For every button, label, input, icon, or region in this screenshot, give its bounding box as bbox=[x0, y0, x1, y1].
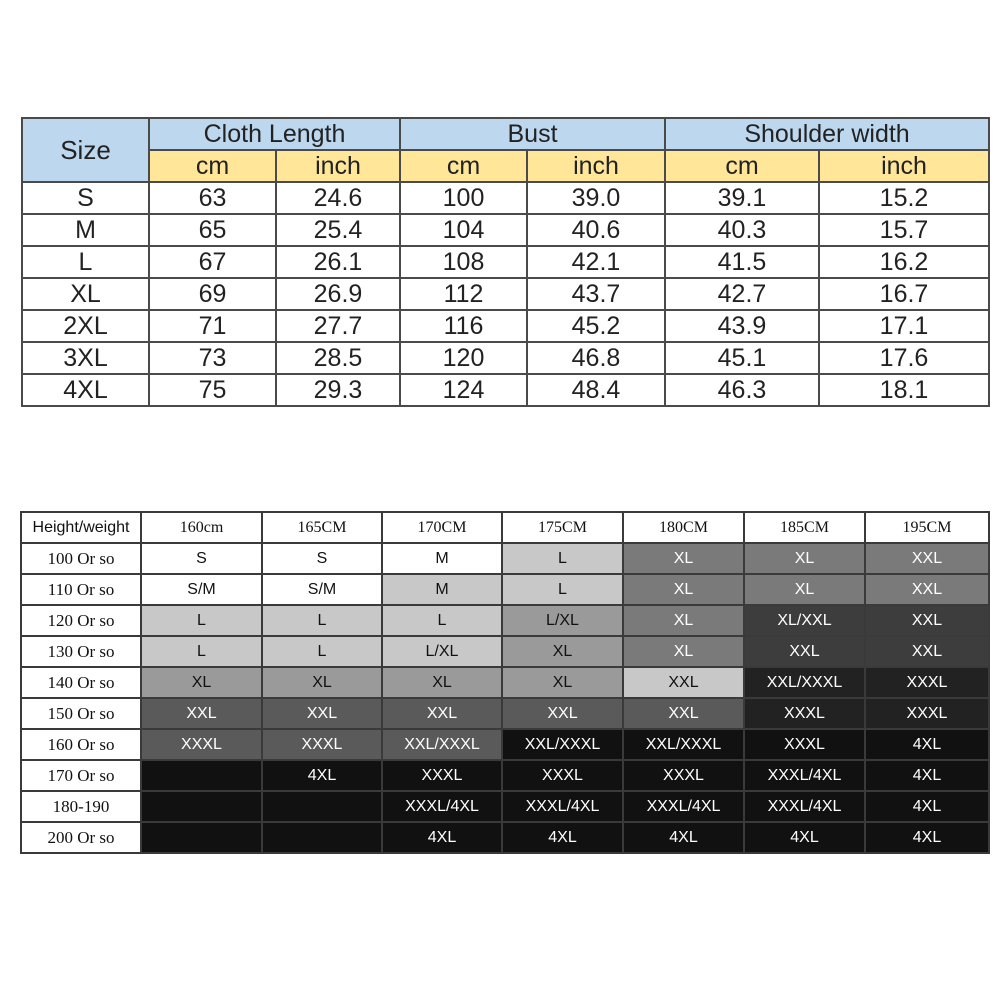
fit-row bbox=[21, 760, 989, 791]
size-cell: 2XL bbox=[22, 310, 149, 342]
fit-size-cell: XL bbox=[502, 667, 623, 698]
fit-size-cell: 4XL bbox=[502, 822, 623, 853]
fit-size-cell bbox=[141, 760, 262, 791]
size-unit-header-row bbox=[22, 150, 989, 182]
measurement-cell: 39.1 bbox=[665, 182, 819, 214]
fit-size-cell: L/XL bbox=[382, 636, 502, 667]
fit-size-cell: XXL/XXXL bbox=[623, 729, 744, 760]
fit-size-cell bbox=[262, 791, 382, 822]
fit-row bbox=[21, 791, 989, 822]
measurement-cell: 45.1 bbox=[665, 342, 819, 374]
measurement-cell: 17.1 bbox=[819, 310, 989, 342]
fit-size-cell: XXL bbox=[502, 698, 623, 729]
fit-size-cell: XXXL bbox=[865, 667, 989, 698]
size-cell: XL bbox=[22, 278, 149, 310]
height-weight-fit-table bbox=[20, 511, 990, 854]
measurement-cell: 15.2 bbox=[819, 182, 989, 214]
fit-size-cell: S bbox=[262, 543, 382, 574]
fit-size-cell: L bbox=[262, 636, 382, 667]
weight-label: 120 Or so bbox=[21, 605, 141, 636]
fit-size-cell: XL bbox=[141, 667, 262, 698]
measurement-cell: 112 bbox=[400, 278, 527, 310]
fit-size-cell: L bbox=[502, 574, 623, 605]
size-row bbox=[22, 310, 989, 342]
unit-header: cm bbox=[400, 150, 527, 182]
weight-label: 170 Or so bbox=[21, 760, 141, 791]
measurement-cell: 42.1 bbox=[527, 246, 665, 278]
measurement-cell: 26.9 bbox=[276, 278, 400, 310]
measurement-cell: 42.7 bbox=[665, 278, 819, 310]
measurement-cell: 75 bbox=[149, 374, 276, 406]
weight-label: 180-190 bbox=[21, 791, 141, 822]
fit-size-cell: XXXL bbox=[262, 729, 382, 760]
fit-size-cell: XL bbox=[382, 667, 502, 698]
fit-size-cell: XL bbox=[744, 574, 865, 605]
fit-size-cell: 4XL bbox=[865, 791, 989, 822]
measurement-cell: 120 bbox=[400, 342, 527, 374]
fit-size-cell: XXXL/4XL bbox=[744, 760, 865, 791]
measurement-cell: 63 bbox=[149, 182, 276, 214]
fit-size-cell: 4XL bbox=[865, 760, 989, 791]
size-group-header-row bbox=[22, 118, 989, 150]
fit-size-cell bbox=[262, 822, 382, 853]
fit-size-cell: XXL bbox=[141, 698, 262, 729]
weight-label: 160 Or so bbox=[21, 729, 141, 760]
fit-size-cell: XXXL/4XL bbox=[744, 791, 865, 822]
unit-header: inch bbox=[276, 150, 400, 182]
measurement-cell: 124 bbox=[400, 374, 527, 406]
measurement-cell: 73 bbox=[149, 342, 276, 374]
size-row bbox=[22, 182, 989, 214]
fit-size-cell: XXXL/4XL bbox=[382, 791, 502, 822]
group-shoulder-width: Shoulder width bbox=[665, 118, 989, 150]
size-cell: M bbox=[22, 214, 149, 246]
group-cloth-length: Cloth Length bbox=[149, 118, 400, 150]
size-row bbox=[22, 374, 989, 406]
fit-row bbox=[21, 667, 989, 698]
unit-header: inch bbox=[819, 150, 989, 182]
measurement-cell: 69 bbox=[149, 278, 276, 310]
measurement-cell: 16.2 bbox=[819, 246, 989, 278]
size-row bbox=[22, 214, 989, 246]
measurement-cell: 26.1 bbox=[276, 246, 400, 278]
fit-size-cell: XXL bbox=[744, 636, 865, 667]
height-header: 160cm bbox=[141, 512, 262, 543]
height-header: 165CM bbox=[262, 512, 382, 543]
fit-size-cell: XXXL/4XL bbox=[623, 791, 744, 822]
fit-size-cell: XL bbox=[744, 543, 865, 574]
fit-size-cell: 4XL bbox=[262, 760, 382, 791]
measurement-cell: 40.6 bbox=[527, 214, 665, 246]
fit-size-cell: XXXL bbox=[382, 760, 502, 791]
weight-label: 200 Or so bbox=[21, 822, 141, 853]
fit-size-cell: S/M bbox=[141, 574, 262, 605]
height-header: 170CM bbox=[382, 512, 502, 543]
fit-size-cell: XXL/XXXL bbox=[382, 729, 502, 760]
measurement-cell: 46.3 bbox=[665, 374, 819, 406]
fit-size-cell: M bbox=[382, 574, 502, 605]
fit-size-cell: XXXL bbox=[623, 760, 744, 791]
height-header: 185CM bbox=[744, 512, 865, 543]
size-header: Size bbox=[22, 118, 149, 182]
size-row bbox=[22, 342, 989, 374]
measurement-cell: 45.2 bbox=[527, 310, 665, 342]
fit-row bbox=[21, 636, 989, 667]
measurement-cell: 48.4 bbox=[527, 374, 665, 406]
fit-size-cell: L/XL bbox=[502, 605, 623, 636]
measurement-cell: 18.1 bbox=[819, 374, 989, 406]
measurement-cell: 67 bbox=[149, 246, 276, 278]
fit-size-cell: M bbox=[382, 543, 502, 574]
measurement-cell: 71 bbox=[149, 310, 276, 342]
fit-header-row bbox=[21, 512, 989, 543]
fit-size-cell: S bbox=[141, 543, 262, 574]
fit-size-cell: 4XL bbox=[744, 822, 865, 853]
fit-size-cell: XXXL bbox=[141, 729, 262, 760]
fit-size-cell: XL bbox=[623, 636, 744, 667]
fit-size-cell: XXXL bbox=[865, 698, 989, 729]
measurement-cell: 46.8 bbox=[527, 342, 665, 374]
unit-header: cm bbox=[149, 150, 276, 182]
fit-size-cell: XXL bbox=[262, 698, 382, 729]
fit-row bbox=[21, 698, 989, 729]
measurement-cell: 108 bbox=[400, 246, 527, 278]
measurement-cell: 41.5 bbox=[665, 246, 819, 278]
measurement-cell: 39.0 bbox=[527, 182, 665, 214]
fit-size-cell: 4XL bbox=[623, 822, 744, 853]
fit-size-cell: 4XL bbox=[382, 822, 502, 853]
size-cell: 4XL bbox=[22, 374, 149, 406]
measurement-cell: 116 bbox=[400, 310, 527, 342]
fit-size-cell: XXL bbox=[865, 636, 989, 667]
fit-size-cell: XXL bbox=[382, 698, 502, 729]
fit-size-cell: XXL/XXXL bbox=[744, 667, 865, 698]
weight-label: 150 Or so bbox=[21, 698, 141, 729]
measurement-cell: 15.7 bbox=[819, 214, 989, 246]
fit-size-cell: L bbox=[141, 605, 262, 636]
fit-size-cell: XXL bbox=[865, 574, 989, 605]
measurement-cell: 100 bbox=[400, 182, 527, 214]
fit-size-cell: XL bbox=[262, 667, 382, 698]
size-cell: 3XL bbox=[22, 342, 149, 374]
weight-label: 140 Or so bbox=[21, 667, 141, 698]
group-bust: Bust bbox=[400, 118, 665, 150]
fit-size-cell: XL bbox=[623, 574, 744, 605]
fit-size-cell bbox=[141, 791, 262, 822]
unit-header: inch bbox=[527, 150, 665, 182]
fit-row bbox=[21, 543, 989, 574]
size-cell: L bbox=[22, 246, 149, 278]
height-header: 195CM bbox=[865, 512, 989, 543]
weight-label: 110 Or so bbox=[21, 574, 141, 605]
fit-row bbox=[21, 822, 989, 853]
weight-label: 100 Or so bbox=[21, 543, 141, 574]
measurement-cell: 104 bbox=[400, 214, 527, 246]
unit-header: cm bbox=[665, 150, 819, 182]
measurement-cell: 16.7 bbox=[819, 278, 989, 310]
fit-size-cell: XL bbox=[502, 636, 623, 667]
fit-row bbox=[21, 729, 989, 760]
fit-size-cell: L bbox=[262, 605, 382, 636]
measurement-cell: 29.3 bbox=[276, 374, 400, 406]
fit-size-cell: XL/XXL bbox=[744, 605, 865, 636]
fit-size-cell bbox=[141, 822, 262, 853]
size-chart-table bbox=[21, 117, 990, 407]
fit-size-cell: 4XL bbox=[865, 729, 989, 760]
fit-row bbox=[21, 605, 989, 636]
fit-size-cell: 4XL bbox=[865, 822, 989, 853]
measurement-cell: 40.3 bbox=[665, 214, 819, 246]
fit-size-cell: XL bbox=[623, 543, 744, 574]
fit-size-cell: XL bbox=[623, 605, 744, 636]
fit-size-cell: XXL/XXXL bbox=[502, 729, 623, 760]
fit-size-cell: XXXL bbox=[744, 729, 865, 760]
corner-header: Height/weight bbox=[21, 512, 141, 543]
fit-size-cell: XXL bbox=[865, 543, 989, 574]
size-row bbox=[22, 278, 989, 310]
measurement-cell: 28.5 bbox=[276, 342, 400, 374]
fit-size-cell: L bbox=[502, 543, 623, 574]
fit-size-cell: XXL bbox=[865, 605, 989, 636]
fit-row bbox=[21, 574, 989, 605]
weight-label: 130 Or so bbox=[21, 636, 141, 667]
measurement-cell: 17.6 bbox=[819, 342, 989, 374]
size-row bbox=[22, 246, 989, 278]
height-header: 180CM bbox=[623, 512, 744, 543]
fit-size-cell: XXL bbox=[623, 667, 744, 698]
measurement-cell: 25.4 bbox=[276, 214, 400, 246]
measurement-cell: 24.6 bbox=[276, 182, 400, 214]
fit-size-cell: S/M bbox=[262, 574, 382, 605]
height-header: 175CM bbox=[502, 512, 623, 543]
size-cell: S bbox=[22, 182, 149, 214]
fit-size-cell: L bbox=[382, 605, 502, 636]
measurement-cell: 27.7 bbox=[276, 310, 400, 342]
fit-size-cell: XXXL bbox=[502, 760, 623, 791]
fit-size-cell: XXXL bbox=[744, 698, 865, 729]
fit-size-cell: L bbox=[141, 636, 262, 667]
measurement-cell: 65 bbox=[149, 214, 276, 246]
fit-size-cell: XXL bbox=[623, 698, 744, 729]
measurement-cell: 43.9 bbox=[665, 310, 819, 342]
measurement-cell: 43.7 bbox=[527, 278, 665, 310]
fit-size-cell: XXXL/4XL bbox=[502, 791, 623, 822]
